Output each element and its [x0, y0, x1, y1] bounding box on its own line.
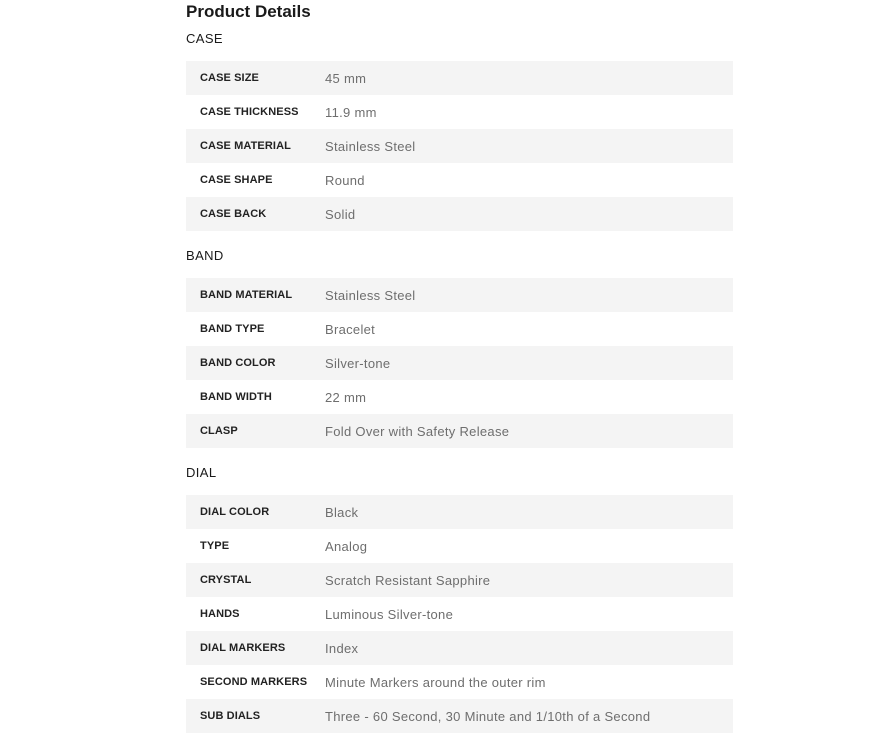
spec-row-dial-markers [186, 631, 733, 665]
spec-value: Scratch Resistant Sapphire [325, 572, 491, 588]
spec-value: 45 mm [325, 70, 367, 86]
spec-row-band-material [186, 278, 733, 312]
spec-label: DIAL COLOR [200, 506, 270, 518]
spec-value: Round [325, 172, 365, 188]
spec-value: Analog [325, 538, 368, 554]
spec-value: Luminous Silver-tone [325, 606, 454, 622]
spec-label: BAND MATERIAL [200, 289, 293, 301]
spec-label: CRYSTAL [200, 574, 252, 586]
section-dial [186, 464, 733, 733]
section-case [186, 30, 733, 231]
spec-label: CASE BACK [200, 208, 267, 220]
spec-label: BAND TYPE [200, 323, 265, 335]
product-details-panel [186, 0, 733, 733]
spec-table-band [186, 278, 733, 448]
spec-label: CASE MATERIAL [200, 140, 291, 152]
spec-value: 11.9 mm [325, 104, 377, 120]
section-heading-band: BAND [186, 248, 224, 263]
spec-value: Silver-tone [325, 355, 391, 371]
spec-label: SECOND MARKERS [200, 676, 308, 688]
spec-value: Black [325, 504, 359, 520]
spec-value: Index [325, 640, 359, 656]
spec-label: CASE SHAPE [200, 174, 273, 186]
spec-row-second-markers [186, 665, 733, 699]
spec-label: DIAL MARKERS [200, 642, 286, 654]
spec-label: CASE THICKNESS [200, 106, 299, 118]
spec-row-band-width [186, 380, 733, 414]
spec-row-sub-dials [186, 699, 733, 733]
spec-row-dial-color [186, 495, 733, 529]
spec-label: SUB DIALS [200, 710, 261, 722]
spec-row-case-material [186, 129, 733, 163]
spec-value: Fold Over with Safety Release [325, 423, 510, 439]
spec-row-band-color [186, 346, 733, 380]
spec-value: Solid [325, 206, 356, 222]
spec-value: Three - 60 Second, 30 Minute and 1/10th of a Second [325, 708, 651, 724]
spec-label: CLASP [200, 425, 238, 437]
spec-table-case [186, 61, 733, 231]
spec-row-hands [186, 597, 733, 631]
spec-value: Stainless Steel [325, 287, 416, 303]
spec-table-dial [186, 495, 733, 733]
spec-row-band-type [186, 312, 733, 346]
spec-row-crystal [186, 563, 733, 597]
spec-value: Stainless Steel [325, 138, 416, 154]
spec-row-type [186, 529, 733, 563]
spec-value: Minute Markers around the outer rim [325, 674, 546, 690]
spec-label: CASE SIZE [200, 72, 259, 84]
spec-value: 22 mm [325, 389, 367, 405]
section-band [186, 247, 733, 448]
spec-value: Bracelet [325, 321, 376, 337]
section-heading-dial: DIAL [186, 465, 217, 480]
spec-row-case-back [186, 197, 733, 231]
spec-label: BAND WIDTH [200, 391, 272, 403]
spec-row-case-size [186, 61, 733, 95]
page-title: Product Details [186, 2, 311, 21]
spec-row-case-shape [186, 163, 733, 197]
spec-row-clasp [186, 414, 733, 448]
spec-label: TYPE [200, 540, 230, 552]
section-heading-case: CASE [186, 31, 224, 46]
spec-label: HANDS [200, 608, 240, 620]
spec-label: BAND COLOR [200, 357, 276, 369]
spec-row-case-thickness [186, 95, 733, 129]
